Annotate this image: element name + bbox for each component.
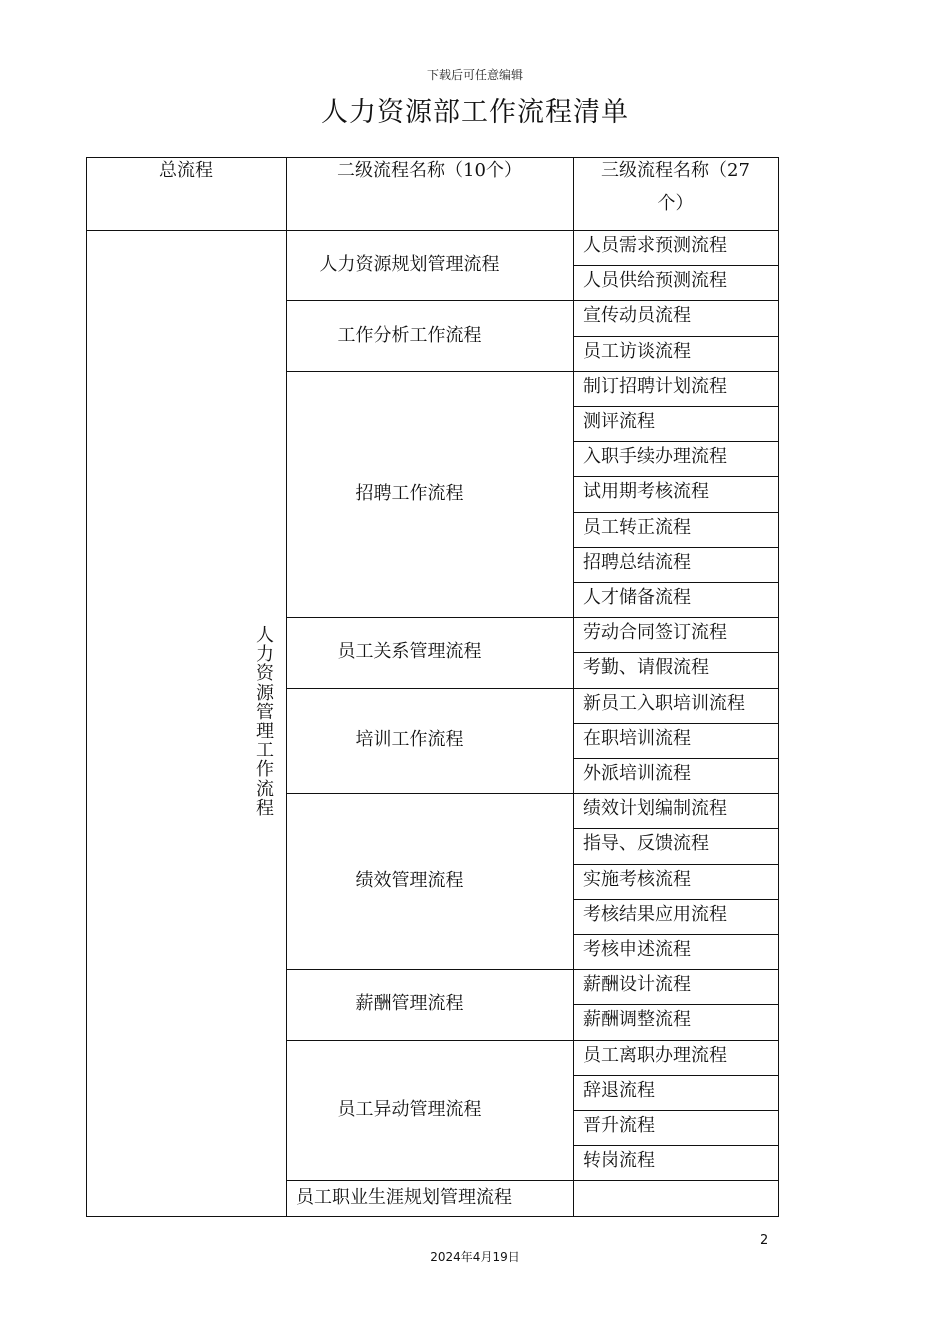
row-divider: [573, 758, 778, 759]
level3-process-name: 新员工入职培训流程: [583, 692, 745, 714]
col-header-level2: 二级流程名称（10个）: [337, 160, 522, 181]
page-number: 2: [760, 1233, 769, 1248]
column-divider: [286, 157, 287, 1216]
level3-process-name: 制订招聘计划流程: [583, 375, 727, 397]
header-note: 下载后可任意编辑: [426, 68, 523, 82]
row-divider: [573, 899, 778, 900]
group-divider: [286, 617, 778, 618]
row-divider: [573, 1075, 778, 1076]
col-header-level3: 三级流程名称（27: [601, 160, 750, 181]
main-process-label: 人力资源管理工作流程: [256, 625, 274, 819]
level3-process-name: 指导、反馈流程: [583, 833, 709, 855]
level3-process-name: 测评流程: [583, 411, 655, 432]
level2-process-name: 招聘工作流程: [355, 483, 464, 504]
level3-process-name: 考核结果应用流程: [583, 903, 727, 925]
group-divider: [286, 300, 778, 301]
row-divider: [573, 1110, 778, 1111]
level3-process-name: 绩效计划编制流程: [583, 798, 727, 820]
page-title: 人力资源部工作流程清单: [321, 97, 629, 128]
level3-process-name: 员工离职办理流程: [583, 1044, 727, 1066]
level3-process-name: 人才储备流程: [583, 587, 691, 608]
level3-process-name: 考勤、请假流程: [583, 657, 709, 679]
level2-process-name: 人力资源规划管理流程: [319, 254, 500, 276]
level3-process-name: 入职手续办理流程: [583, 446, 727, 468]
row-divider: [573, 476, 778, 477]
header-divider: [86, 230, 778, 231]
row-divider: [573, 1145, 778, 1146]
level3-process-name: 劳动合同签订流程: [583, 622, 727, 644]
level2-process-name: 工作分析工作流程: [337, 324, 482, 346]
group-divider: [286, 688, 778, 689]
row-divider: [573, 652, 778, 653]
row-divider: [573, 1004, 778, 1005]
col-header-total: 总流程: [159, 160, 213, 181]
level2-process-name: 薪酬管理流程: [355, 993, 464, 1015]
level3-process-name: 试用期考核流程: [583, 481, 709, 503]
level3-process-name: 人员供给预测流程: [583, 270, 727, 292]
level3-process-name: 辞退流程: [583, 1079, 655, 1101]
group-divider: [286, 969, 778, 970]
level3-process-name: 宣传动员流程: [583, 305, 691, 327]
level3-process-name: 员工访谈流程: [583, 340, 691, 362]
row-divider: [573, 265, 778, 266]
group-divider: [286, 371, 778, 372]
row-divider: [573, 547, 778, 548]
row-divider: [573, 864, 778, 865]
level3-process-name: 招聘总结流程: [583, 551, 691, 573]
level3-process-name: 薪酬设计流程: [583, 974, 691, 996]
row-divider: [573, 723, 778, 724]
row-divider: [573, 582, 778, 583]
row-divider: [573, 934, 778, 935]
group-divider: [286, 793, 778, 794]
level3-process-name: 在职培训流程: [583, 727, 691, 749]
level3-process-name: 实施考核流程: [583, 868, 691, 890]
level3-process-name: 外派培训流程: [583, 763, 691, 784]
group-divider: [286, 1180, 778, 1181]
level2-process-name: 培训工作流程: [355, 729, 464, 751]
group-divider: [286, 1040, 778, 1041]
level3-process-name: 员工转正流程: [583, 516, 691, 538]
row-divider: [573, 512, 778, 513]
level2-process-name: 员工关系管理流程: [337, 641, 482, 663]
level3-process-name: 转岗流程: [583, 1150, 655, 1172]
level3-process-name: 晋升流程: [583, 1115, 655, 1136]
level3-process-name: 薪酬调整流程: [583, 1009, 691, 1031]
level2-process-name: 绩效管理流程: [355, 870, 464, 892]
column-divider: [573, 157, 574, 1216]
col-header-level3-cont: 个）: [657, 193, 694, 214]
level3-process-name: 人员需求预测流程: [583, 235, 727, 256]
level3-process-name: 考核申述流程: [583, 939, 691, 960]
level2-process-name: 员工职业生涯规划管理流程: [296, 1187, 512, 1208]
row-divider: [573, 406, 778, 407]
row-divider: [573, 828, 778, 829]
row-divider: [573, 441, 778, 442]
footer-date: 2024年4月19日: [430, 1250, 520, 1264]
level2-process-name: 员工异动管理流程: [337, 1099, 482, 1120]
row-divider: [573, 336, 778, 337]
